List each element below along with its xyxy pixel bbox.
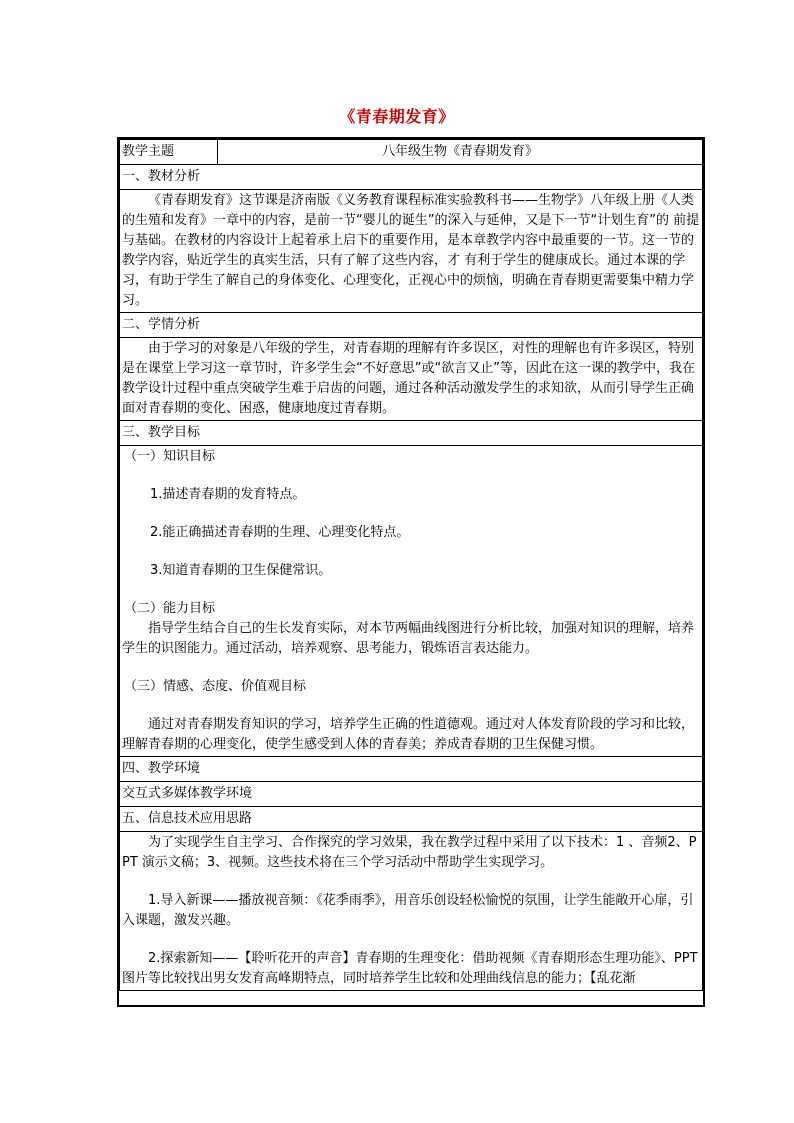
knowledge-goal-item: 2.能正确描述青春期的生理、心理变化特点。 bbox=[150, 525, 410, 540]
lesson-plan-table bbox=[117, 137, 705, 1007]
section-heading-students: 二、学情分析 bbox=[120, 313, 703, 338]
section-body-goals bbox=[120, 446, 703, 757]
ability-goal-heading: （二）能力目标 bbox=[124, 601, 216, 616]
section-body-students bbox=[120, 338, 703, 421]
theme-label: 教学主题 bbox=[120, 140, 218, 165]
emotion-goal-heading: （三）情感、态度、价值观目标 bbox=[124, 679, 307, 694]
theme-row bbox=[120, 140, 703, 165]
textbook-analysis-text: 《青春期发育》这节课是济南版《义务教育课程标准实验教科书——生物学》八年级上册《人类的生殖和发育》一章中的内容，是前一节“婴儿的诞生”的深入与延伸，又是下一节“计划生育”的 前提与基础。在教材的内容设计上起着承上启下的重要作用，是本章教学内容中最重要的一节。这一节的教学内容，贴近学生的真实生活，只有了解了这些内容，才 有利于学生的健康成长。通过本课的学习，有助于学生了解自己的身体变化、心理变化，正视心中的烦恼，明确在青春期更需要集中精力学习。 bbox=[122, 193, 700, 308]
ability-goal-text: 指导学生结合自己的生长发育实际，对本节两幅曲线图进行分析比较，加强对知识的理解，培养学生的识图能力。通过活动，培养观察、思考能力，锻炼语言表达能力。 bbox=[122, 621, 695, 656]
section-body-it bbox=[120, 832, 703, 991]
student-analysis-text: 由于学习的对象是八年级的学生，对青春期的理解有许多误区，对性的理解也有许多误区，特别是在课堂上学习这一章节时，许多学生会“不好意思”或“欲言又止”等，因此在这一课的教学中，我在教学设计过程中重点突破学生难于启齿的问题，通过各种活动激发学生的求知欲，从而引导学生正确面对青春期的变化、困惑，健康地度过青春期。 bbox=[122, 341, 695, 416]
it-step-1-text: 1.导入新课——播放视音频：《花季雨季》，用音乐创设轻松愉悦的氛围，让学生能敞开心扉，引入课题，激发兴趣。 bbox=[122, 893, 694, 928]
theme-value: 八年级生物《青春期发育》 bbox=[218, 140, 703, 165]
it-step-2-text: 2.探索新知——【聆听花开的声音】青春期的生理变化：借助视频《青春期形态生理功能》、PPT 图片等比较找出男女发育高峰期特点，同时培养学生比较和处理曲线信息的能力；【乱花渐 bbox=[122, 951, 698, 986]
environment-value: 交互式多媒体教学环境 bbox=[120, 782, 703, 807]
section-heading-it: 五、信息技术应用思路 bbox=[120, 807, 703, 832]
knowledge-goal-item: 3.知道青春期的卫生保健常识。 bbox=[150, 563, 332, 578]
document-title: 《青春期发育》 bbox=[339, 107, 455, 126]
knowledge-goal-heading: （一）知识目标 bbox=[124, 449, 216, 464]
section-heading-textbook: 一、教材分析 bbox=[120, 165, 703, 190]
knowledge-goal-item: 1.描述青春期的发育特点。 bbox=[150, 487, 306, 502]
emotion-goal-text: 通过对青春期发育知识的学习，培养学生正确的性道德观。通过对人体发育阶段的学习和比较，理解青春期的心理变化，使学生感受到人体的青春美；养成青春期的卫生保健习惯。 bbox=[122, 717, 695, 752]
section-heading-goals: 三、教学目标 bbox=[120, 421, 703, 446]
section-heading-environment: 四、教学环境 bbox=[120, 757, 703, 782]
it-intro-text: 为了实现学生自主学习、合作探究的学习效果，我在教学过程中采用了以下技术：1 、音频2、PPT 演示文稿；3、视频。这些技术将在三个学习活动中帮助学生实现学习。 bbox=[122, 835, 697, 870]
section-body-textbook bbox=[120, 190, 703, 313]
